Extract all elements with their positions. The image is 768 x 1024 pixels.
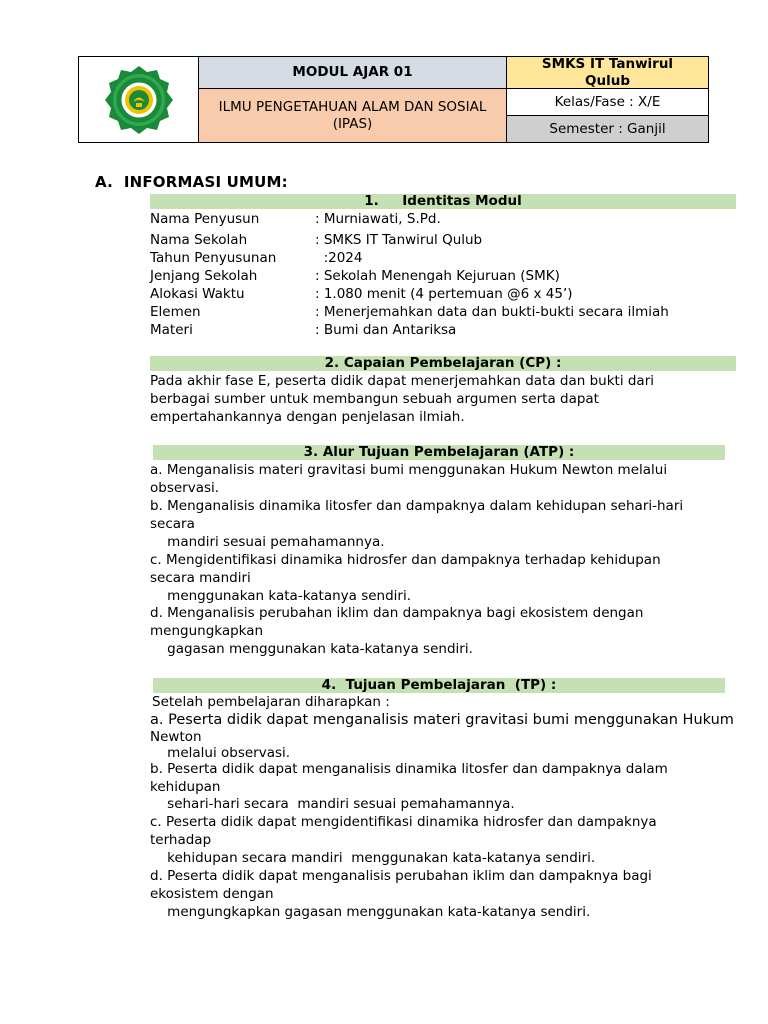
school-name-cell <box>507 57 708 89</box>
identitas-value: : Murniawati, S.Pd. <box>315 211 441 227</box>
tp-line: sehari-hari secara mandiri sesuai pemahamannya. <box>150 796 515 812</box>
section-a-title: A. INFORMASI UMUM: <box>95 173 288 191</box>
cp-line: Pada akhir fase E, peserta didik dapat menerjemahkan data dan bukti dari <box>150 373 655 389</box>
tp-line: a. Peserta didik dapat menganalisis materi gravitasi bumi menggunakan Hukum <box>150 712 734 728</box>
school-line2: Qulub <box>585 72 630 89</box>
atp-line: mengungkapkan <box>150 623 264 639</box>
identitas-label: Elemen <box>150 304 201 320</box>
tp-line: kehidupan <box>150 779 221 795</box>
identitas-value: : 1.080 menit (4 pertemuan @6 x 45’) <box>315 286 573 302</box>
identitas-heading: 1. Identitas Modul <box>150 194 736 209</box>
atp-line: gagasan menggunakan kata-katanya sendiri. <box>150 641 473 657</box>
identitas-label: Nama Penyusun <box>150 211 260 227</box>
atp-line: secara <box>150 516 195 532</box>
header-table <box>78 56 709 143</box>
identitas-label: Jenjang Sekolah <box>150 268 258 284</box>
atp-line: a. Menganalisis materi gravitasi bumi menggunakan Hukum Newton melalui <box>150 462 668 478</box>
tp-line: d. Peserta didik dapat menganalisis perubahan iklim dan dampaknya bagi <box>150 868 652 884</box>
cp-line: empertahankannya dengan penjelasan ilmiah. <box>150 409 465 425</box>
tp-line: terhadap <box>150 832 212 848</box>
tp-line: kehidupan secara mandiri menggunakan kata-katanya sendiri. <box>150 850 596 866</box>
identitas-label: Materi <box>150 322 193 338</box>
identitas-value: :2024 <box>315 250 363 266</box>
atp-line: d. Menganalisis perubahan iklim dan dampaknya bagi ekosistem dengan <box>150 605 644 621</box>
subject-line2: (IPAS) <box>332 115 373 132</box>
tp-line: Newton <box>150 729 202 745</box>
logo-cell <box>79 57 199 142</box>
identitas-value: : Bumi dan Antariksa <box>315 322 457 338</box>
atp-heading: 3. Alur Tujuan Pembelajaran (ATP) : <box>153 445 725 460</box>
kelas-fase: Kelas/Fase : X/E <box>507 89 708 116</box>
identitas-value: : SMKS IT Tanwirul Qulub <box>315 232 483 248</box>
identitas-label: Tahun Penyusunan <box>150 250 277 266</box>
cp-heading: 2. Capaian Pembelajaran (CP) : <box>150 356 736 371</box>
atp-line: c. Mengidentifikasi dinamika hidrosfer dan dampaknya terhadap kehidupan <box>150 552 661 568</box>
tp-heading: 4. Tujuan Pembelajaran (TP) : <box>153 678 725 693</box>
semester: Semester : Ganjil <box>507 116 708 142</box>
tp-line: ekosistem dengan <box>150 886 274 902</box>
subject-line1: ILMU PENGETAHUAN ALAM DAN SOSIAL <box>218 99 487 116</box>
school-line1: SMKS IT Tanwirul <box>541 56 674 73</box>
tp-intro: Setelah pembelajaran diharapkan : <box>152 694 390 710</box>
atp-line: mandiri sesuai pemahamannya. <box>150 534 385 550</box>
tp-line: c. Peserta didik dapat mengidentifikasi dinamika hidrosfer dan dampaknya <box>150 814 657 830</box>
identitas-value: : Menerjemahkan data dan bukti-bukti secara ilmiah <box>315 304 669 320</box>
atp-line: secara mandiri <box>150 570 251 586</box>
identitas-label: Alokasi Waktu <box>150 286 245 302</box>
school-emblem-logo <box>103 65 175 135</box>
subject-cell <box>199 89 507 142</box>
atp-line: observasi. <box>150 480 220 496</box>
module-title-text: MODUL AJAR 01 <box>292 64 413 81</box>
tp-line: mengungkapkan gagasan menggunakan kata-katanya sendiri. <box>150 904 591 920</box>
atp-line: b. Menganalisis dinamika litosfer dan dampaknya dalam kehidupan sehari-hari <box>150 498 684 514</box>
identitas-label: Nama Sekolah <box>150 232 248 248</box>
atp-line: menggunakan kata-katanya sendiri. <box>150 588 412 604</box>
cp-line: berbagai sumber untuk membangun sebuah argumen serta dapat <box>150 391 599 407</box>
tp-line: melalui observasi. <box>150 745 291 761</box>
module-title <box>199 57 507 89</box>
tp-line: b. Peserta didik dapat menganalisis dinamika litosfer dan dampaknya dalam <box>150 761 668 777</box>
identitas-value: : Sekolah Menengah Kejuruan (SMK) <box>315 268 560 284</box>
